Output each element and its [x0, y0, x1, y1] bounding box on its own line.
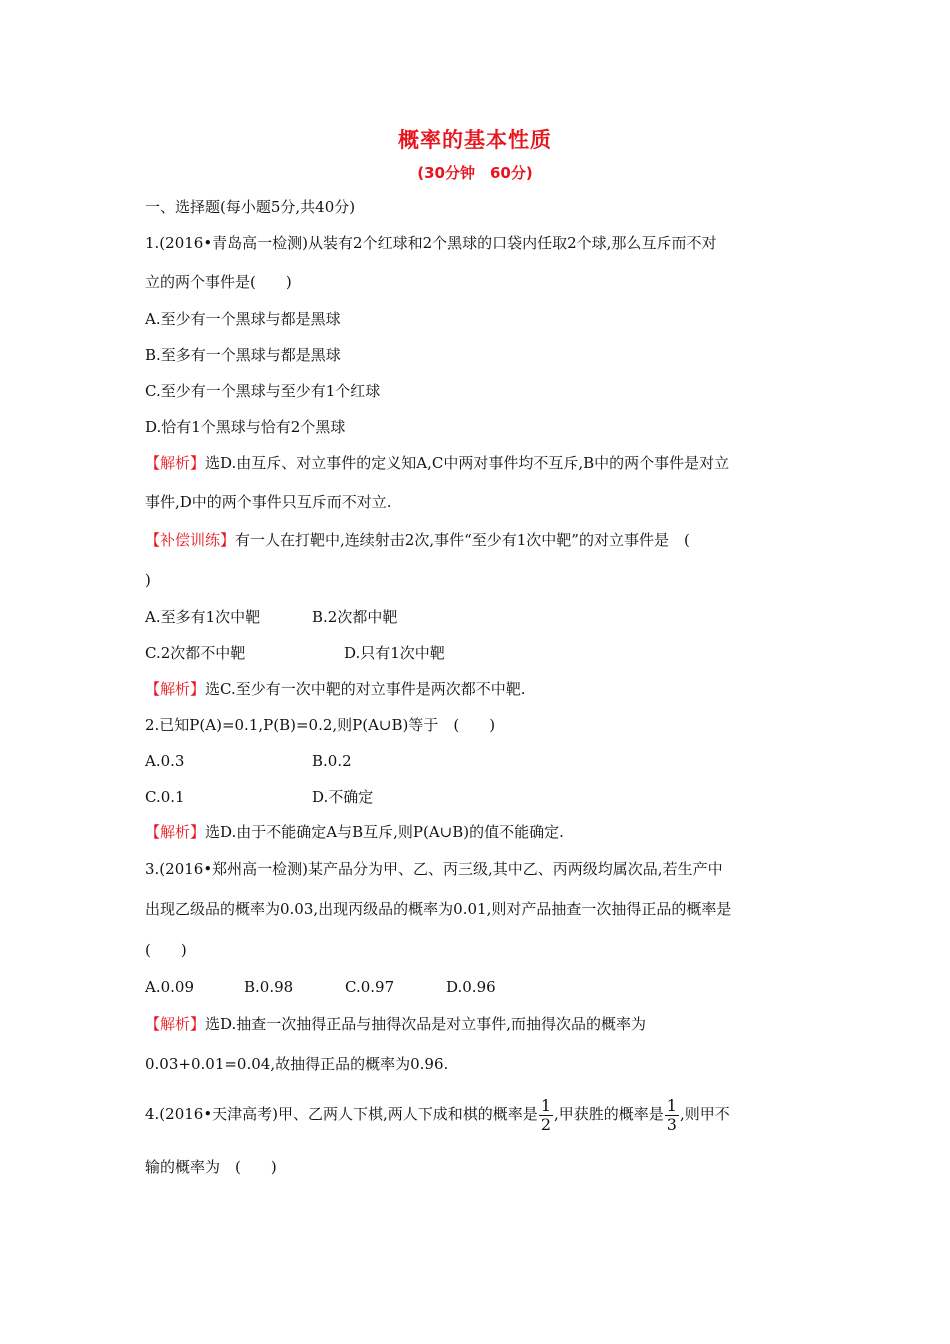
q1-stem-line-2: 立的两个事件是( ) [145, 273, 292, 291]
q1-option-b: B.至多有一个黑球与都是黑球 [145, 346, 341, 364]
q2-option-c: C.0.1 [145, 788, 185, 806]
extra-option-b: B.2次都中靶 [312, 608, 398, 626]
q3-option-c: C.0.97 [345, 978, 395, 996]
solution-text: 选C.至少有一次中靶的对立事件是两次都不中靶. [205, 680, 526, 698]
solution-tag: 【解析】 [145, 823, 206, 841]
section-heading: 一、选择题(每小题5分,共40分) [145, 198, 356, 216]
q3-option-b: B.0.98 [244, 978, 294, 996]
q3-stem-line-1: 3.(2016•郑州高一检测)某产品分为甲、乙、丙三级,其中乙、丙两级均属次品,若生产中 [145, 860, 723, 878]
q2-solution [145, 822, 564, 842]
q4-stem-line-2: 输的概率为 ( ) [145, 1158, 277, 1176]
extra-stem-text: 有一人在打靶中,连续射击2次,事件“至少有1次中靶”的对立事件是 ( [235, 531, 690, 549]
q1-solution-line-2: 事件,D中的两个事件只互斥而不对立. [145, 493, 392, 511]
q3-solution-line-1 [145, 1014, 646, 1034]
page-title: 概率的基本性质 [398, 128, 552, 152]
extra-tag: 【补偿训练】 [145, 531, 236, 549]
solution-tag: 【解析】 [145, 1015, 206, 1033]
q3-stem-line-3: ( ) [145, 941, 187, 959]
q4-stem-part-b: ,甲获胜的概率是 [554, 1105, 664, 1123]
q3-option-a: A.0.09 [145, 978, 194, 996]
q4-stem-part-a: 4.(2016•天津高考)甲、乙两人下棋,两人下成和棋的概率是 [145, 1105, 538, 1123]
q4-stem-line-1 [145, 1094, 730, 1134]
q2-option-a: A.0.3 [145, 752, 185, 770]
extra-option-c: C.2次都不中靶 [145, 644, 246, 662]
solution-text: 选D.抽查一次抽得正品与抽得次品是对立事件,而抽得次品的概率为 [205, 1015, 647, 1033]
extra-solution [145, 679, 526, 699]
extra-stem-line-2: ) [145, 571, 151, 589]
q1-stem-line-1: 1.(2016•青岛高一检测)从装有2个红球和2个黑球的口袋内任取2个球,那么互斥而不对 [145, 234, 717, 252]
q2-option-b: B.0.2 [312, 752, 352, 770]
q4-stem-part-c: ,则甲不 [679, 1105, 730, 1123]
q2-stem: 2.已知P(A)=0.1,P(B)=0.2,则P(A∪B)等于 ( ) [145, 716, 496, 734]
q1-option-d: D.恰有1个黑球与恰有2个黑球 [145, 418, 346, 436]
extra-stem-line-1 [145, 530, 690, 550]
solution-text: 选D.由互斥、对立事件的定义知A,C中两对事件均不互斥,B中的两个事件是对立 [205, 454, 730, 472]
fraction-one-third: $\frac{1}{3}$ [666, 1095, 677, 1134]
q1-option-c: C.至少有一个黑球与至少有1个红球 [145, 382, 381, 400]
solution-tag: 【解析】 [145, 454, 206, 472]
q1-option-a: A.至少有一个黑球与都是黑球 [145, 310, 341, 328]
solution-text: 选D.由于不能确定A与B互斥,则P(A∪B)的值不能确定. [205, 823, 564, 841]
q2-option-d: D.不确定 [312, 788, 374, 806]
q3-solution-line-2: 0.03+0.01=0.04,故抽得正品的概率为0.96. [145, 1055, 449, 1073]
solution-tag: 【解析】 [145, 680, 206, 698]
q3-stem-line-2: 出现乙级品的概率为0.03,出现丙级品的概率为0.01,则对产品抽查一次抽得正品的概率是 [145, 900, 732, 918]
page-subtitle: (30分钟 60分) [417, 164, 533, 182]
extra-option-d: D.只有1次中靶 [344, 644, 445, 662]
fraction-one-half: $\frac{1}{2}$ [540, 1095, 551, 1134]
q3-option-d: D.0.96 [446, 978, 496, 996]
q1-solution-line-1 [145, 453, 729, 473]
extra-option-a: A.至多有1次中靶 [145, 608, 261, 626]
